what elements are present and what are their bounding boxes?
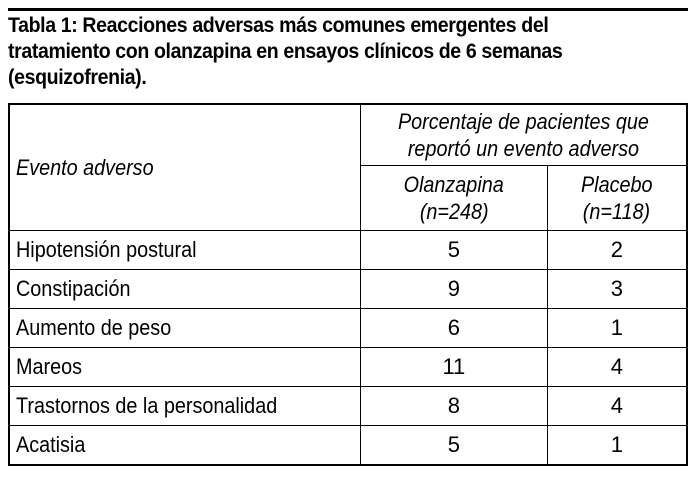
placebo-value: 4 bbox=[547, 387, 687, 426]
caption-line-1: Tabla 1: Reacciones adversas más comunes emergentes del bbox=[8, 14, 549, 37]
event-cell bbox=[9, 270, 361, 309]
placebo-value: 2 bbox=[547, 231, 687, 270]
table-caption bbox=[8, 13, 687, 91]
olanzapina-value: 6 bbox=[361, 309, 548, 348]
placebo-value: 1 bbox=[547, 426, 687, 466]
header-olanzapina-n: (n=248) bbox=[419, 199, 489, 224]
olanzapina-value: 8 bbox=[361, 387, 548, 426]
event-label: Constipación bbox=[16, 276, 131, 301]
placebo-value: 1 bbox=[547, 309, 687, 348]
header-group-line-2: reportó un evento adverso bbox=[407, 136, 640, 161]
table-row bbox=[9, 231, 687, 270]
olanzapina-value: 5 bbox=[361, 426, 548, 466]
header-olanzapina-name: Olanzapina bbox=[403, 172, 504, 197]
document-page bbox=[8, 8, 688, 457]
header-placebo-name: Placebo bbox=[581, 172, 653, 197]
table-row bbox=[9, 270, 687, 309]
event-cell bbox=[9, 426, 361, 466]
placebo-value: 4 bbox=[547, 348, 687, 387]
event-label: Mareos bbox=[16, 354, 83, 379]
header-group bbox=[361, 104, 688, 166]
header-event bbox=[9, 104, 361, 231]
header-placebo bbox=[547, 166, 687, 231]
event-cell bbox=[9, 309, 361, 348]
table-row bbox=[9, 348, 687, 387]
event-cell bbox=[9, 387, 361, 426]
header-olanzapina bbox=[361, 166, 548, 231]
olanzapina-value: 5 bbox=[361, 231, 548, 270]
table-row bbox=[9, 426, 687, 466]
caption-line-2: tratamiento con olanzapina en ensayos clínicos de 6 semanas bbox=[8, 40, 563, 63]
table-row bbox=[9, 309, 687, 348]
event-label: Trastornos de la personalidad bbox=[16, 393, 278, 418]
event-label: Aumento de peso bbox=[16, 315, 172, 340]
event-label: Acatisia bbox=[16, 432, 86, 457]
event-label: Hipotensión postural bbox=[16, 237, 197, 262]
table-row bbox=[9, 387, 687, 426]
olanzapina-value: 11 bbox=[361, 348, 548, 387]
placebo-value: 3 bbox=[547, 270, 687, 309]
header-group-line-1: Porcentaje de pacientes que bbox=[398, 109, 649, 134]
header-event-label: Evento adverso bbox=[16, 154, 154, 180]
event-cell bbox=[9, 231, 361, 270]
event-cell bbox=[9, 348, 361, 387]
top-rule bbox=[8, 8, 688, 11]
adverse-events-table bbox=[8, 103, 688, 466]
header-placebo-n: (n=118) bbox=[583, 199, 651, 224]
caption-line-3: (esquizofrenia). bbox=[8, 66, 147, 89]
header-row-1 bbox=[9, 104, 687, 166]
olanzapina-value: 9 bbox=[361, 270, 548, 309]
